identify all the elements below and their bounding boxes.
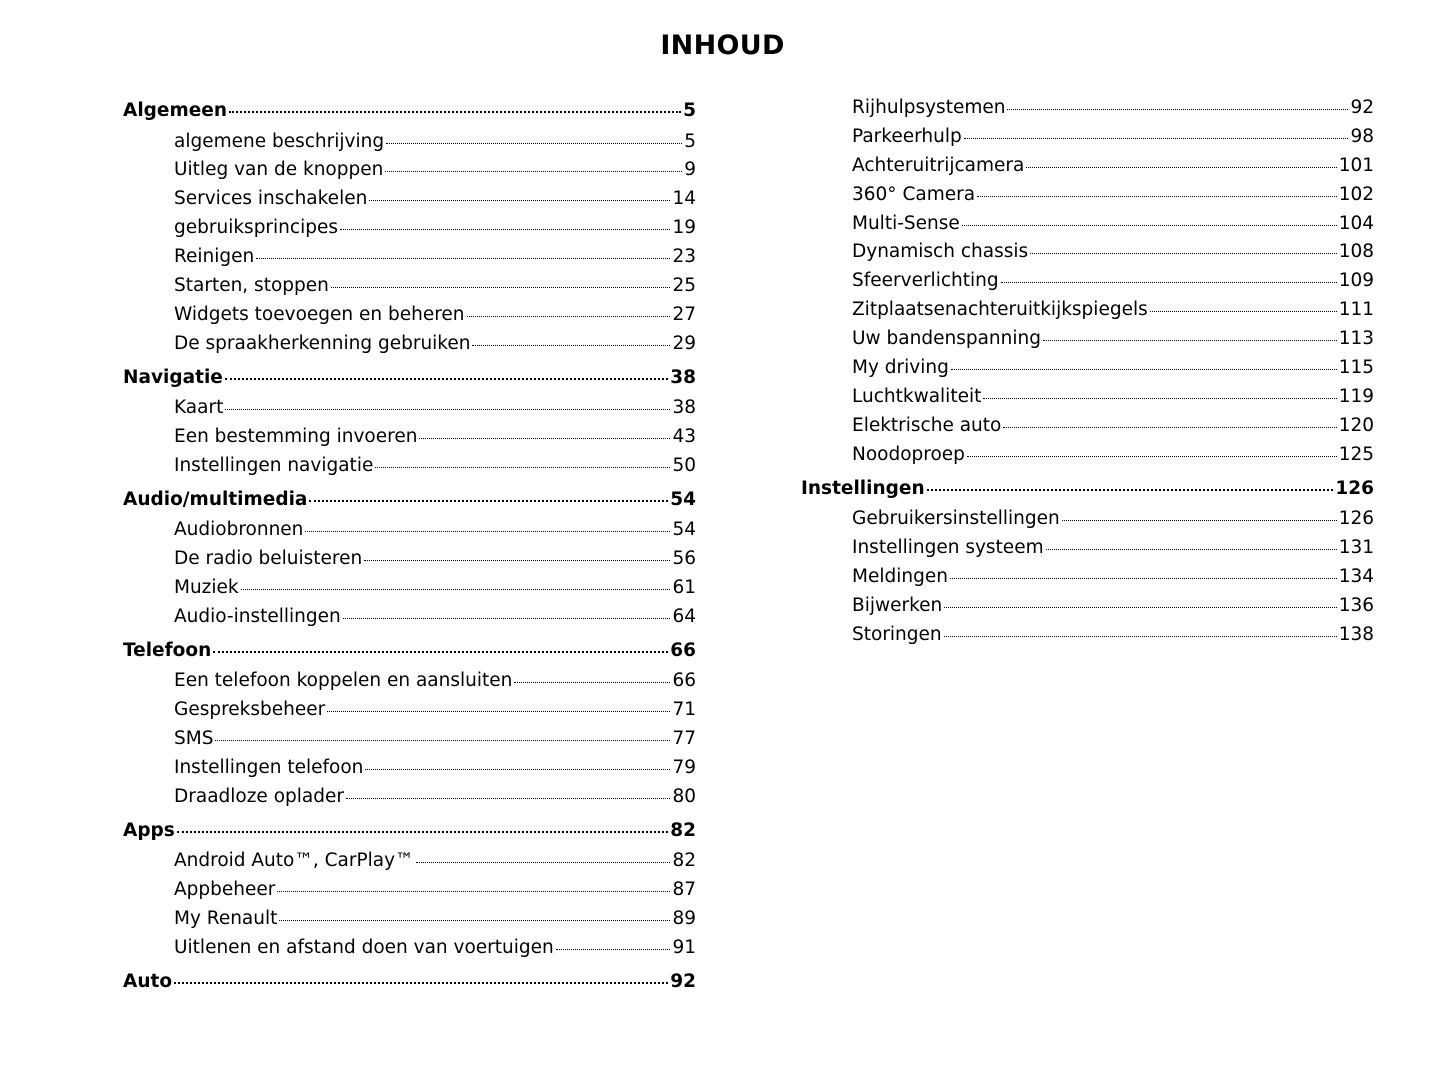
dot-leader bbox=[340, 228, 670, 230]
toc-page-number: 50 bbox=[672, 454, 696, 476]
toc-entry[interactable] bbox=[801, 296, 1374, 325]
toc-page-number: 109 bbox=[1338, 270, 1374, 292]
toc-entry-label: Audiobronnen bbox=[174, 519, 304, 541]
toc-entry[interactable] bbox=[801, 412, 1374, 441]
dot-leader bbox=[1026, 166, 1336, 168]
toc-entry[interactable] bbox=[123, 754, 696, 783]
toc-entry-label: Parkeerhulp bbox=[852, 125, 962, 147]
toc-entry[interactable] bbox=[123, 243, 696, 272]
dot-leader bbox=[419, 437, 670, 439]
toc-entry[interactable] bbox=[801, 210, 1374, 239]
toc-entry-label: Instellingen telefoon bbox=[174, 757, 364, 779]
toc-page-number: 120 bbox=[1338, 414, 1374, 436]
toc-entry[interactable] bbox=[801, 621, 1374, 650]
dot-leader bbox=[225, 408, 670, 410]
toc-page-number: 71 bbox=[672, 699, 696, 721]
toc-section-entry[interactable] bbox=[123, 94, 696, 128]
toc-entry[interactable] bbox=[123, 272, 696, 301]
toc-entry-label: Apps bbox=[123, 819, 175, 841]
toc-entry[interactable] bbox=[801, 94, 1374, 123]
toc-entry[interactable] bbox=[123, 545, 696, 574]
toc-entry-label: Multi-Sense bbox=[852, 212, 960, 234]
dot-leader bbox=[514, 681, 670, 683]
toc-page-number: 14 bbox=[672, 188, 696, 210]
toc-entry[interactable] bbox=[801, 267, 1374, 296]
toc-entry-label: Sfeerverlichting bbox=[852, 270, 999, 292]
toc-page-number: 5 bbox=[683, 100, 696, 121]
toc-entry-label: Draadloze oplader bbox=[174, 785, 344, 807]
toc-section-entry[interactable] bbox=[123, 361, 696, 395]
dot-leader bbox=[385, 170, 682, 172]
toc-entry-label: De radio beluisteren bbox=[174, 548, 363, 570]
dot-leader bbox=[369, 199, 670, 201]
dot-leader bbox=[365, 768, 670, 770]
toc-entry-label: Auto bbox=[123, 970, 173, 992]
toc-page-number: 29 bbox=[672, 332, 696, 354]
dot-leader bbox=[944, 635, 1337, 637]
toc-entry[interactable] bbox=[801, 152, 1374, 181]
toc-left-column bbox=[123, 94, 696, 998]
toc-entry[interactable] bbox=[801, 238, 1374, 267]
toc-page-number: 89 bbox=[672, 908, 696, 930]
dot-leader bbox=[944, 606, 1336, 608]
dot-leader bbox=[1062, 519, 1337, 521]
toc-section-entry[interactable] bbox=[801, 472, 1374, 506]
dot-leader bbox=[1150, 310, 1337, 312]
toc-entry[interactable] bbox=[123, 667, 696, 696]
toc-page-number: 54 bbox=[670, 488, 696, 510]
toc-page-number: 66 bbox=[672, 670, 696, 692]
toc-entry[interactable] bbox=[801, 592, 1374, 621]
toc-entry-label: Algemeen bbox=[123, 100, 227, 121]
toc-entry-label: Meldingen bbox=[852, 565, 948, 587]
toc-entry[interactable] bbox=[123, 423, 696, 452]
toc-entry-label: Reinigen bbox=[174, 246, 255, 268]
toc-page-number: 108 bbox=[1338, 241, 1374, 263]
dot-leader bbox=[225, 377, 668, 380]
toc-entry[interactable] bbox=[123, 301, 696, 330]
toc-entry-label: 360° Camera bbox=[852, 183, 976, 205]
toc-entry[interactable] bbox=[123, 934, 696, 963]
toc-entry-label: Widgets toevoegen en beheren bbox=[174, 303, 465, 325]
toc-entry-label: Dynamisch chassis bbox=[852, 241, 1029, 263]
toc-page-number: 125 bbox=[1338, 443, 1374, 465]
toc-entry-label: Een bestemming invoeren bbox=[174, 426, 418, 448]
toc-page-number: 82 bbox=[672, 850, 696, 872]
toc-entry-label: Een telefoon koppelen en aansluiten bbox=[174, 670, 513, 692]
toc-page-number: 23 bbox=[672, 246, 696, 268]
dot-leader bbox=[964, 137, 1349, 139]
toc-entry-label: Telefoon bbox=[123, 639, 212, 661]
toc-entry-label: Uw bandenspanning bbox=[852, 328, 1041, 350]
toc-page-number: 9 bbox=[684, 159, 696, 181]
toc-entry-label: De spraakherkenning gebruiken bbox=[174, 332, 471, 354]
dot-leader bbox=[277, 890, 670, 892]
dot-leader bbox=[279, 919, 670, 921]
toc-entry-label: gebruiksprincipes bbox=[174, 217, 338, 239]
toc-page-number: 77 bbox=[672, 728, 696, 750]
toc-page-number: 54 bbox=[672, 519, 696, 541]
dot-leader bbox=[1043, 339, 1337, 341]
toc-entry-label: Services inschakelen bbox=[174, 188, 368, 210]
toc-entry-label: Android Auto™, CarPlay™ bbox=[174, 850, 414, 872]
toc-page-number: 79 bbox=[672, 757, 696, 779]
toc-entry-label: Muziek bbox=[174, 577, 239, 599]
dot-leader bbox=[983, 397, 1336, 399]
dot-leader bbox=[375, 466, 670, 468]
toc-page-number: 101 bbox=[1338, 154, 1374, 176]
toc-page-number: 5 bbox=[684, 130, 696, 152]
toc-entry[interactable] bbox=[123, 156, 696, 185]
toc-page-number: 119 bbox=[1338, 385, 1374, 407]
toc-page-number: 115 bbox=[1338, 357, 1374, 379]
toc-section-entry[interactable] bbox=[123, 634, 696, 668]
dot-leader bbox=[215, 739, 670, 741]
toc-section-entry[interactable] bbox=[123, 965, 696, 999]
toc-entry[interactable] bbox=[123, 214, 696, 243]
toc-entry[interactable] bbox=[123, 603, 696, 632]
toc-entry-label: Instellingen navigatie bbox=[174, 454, 374, 476]
toc-entry[interactable] bbox=[123, 185, 696, 214]
toc-entry[interactable] bbox=[801, 534, 1374, 563]
toc-page-number: 126 bbox=[1335, 477, 1374, 499]
toc-page-number: 134 bbox=[1338, 565, 1374, 587]
toc-entry[interactable] bbox=[801, 181, 1374, 210]
toc-page-number: 138 bbox=[1338, 623, 1374, 645]
toc-entry-label: Gebruikersinstellingen bbox=[852, 508, 1060, 530]
dot-leader bbox=[229, 110, 681, 113]
toc-page-number: 66 bbox=[670, 639, 696, 661]
toc-entry[interactable] bbox=[123, 696, 696, 725]
toc-entry-label: algemene beschrijving bbox=[174, 130, 385, 152]
dot-leader bbox=[951, 368, 1337, 370]
dot-leader bbox=[967, 455, 1337, 457]
toc-entry-label: Luchtkwaliteit bbox=[852, 385, 982, 407]
toc-entry-label: My Renault bbox=[174, 908, 278, 930]
toc-page-number: 98 bbox=[1350, 125, 1374, 147]
toc-section-entry[interactable] bbox=[123, 483, 696, 517]
toc-entry-label: Elektrische auto bbox=[852, 414, 1002, 436]
toc-page-number: 91 bbox=[672, 936, 696, 958]
dot-leader bbox=[327, 710, 670, 712]
toc-entry[interactable] bbox=[801, 563, 1374, 592]
dot-leader bbox=[309, 499, 668, 502]
toc-page-number: 25 bbox=[672, 274, 696, 296]
toc-page-number: 61 bbox=[672, 577, 696, 599]
dot-leader bbox=[343, 617, 671, 619]
toc-entry[interactable] bbox=[123, 905, 696, 934]
toc-page-number: 38 bbox=[670, 366, 696, 388]
dot-leader bbox=[1030, 252, 1337, 254]
toc-entry-label: Achteruitrijcamera bbox=[852, 154, 1025, 176]
dot-leader bbox=[1001, 281, 1337, 283]
toc-page-number: 19 bbox=[672, 217, 696, 239]
toc-page-number: 131 bbox=[1338, 536, 1374, 558]
toc-entry-label: Audio/multimedia bbox=[123, 488, 308, 510]
dot-leader bbox=[241, 588, 671, 590]
toc-entry[interactable] bbox=[801, 383, 1374, 412]
dot-leader bbox=[556, 948, 671, 950]
dot-leader bbox=[927, 488, 1334, 491]
toc-page-number: 113 bbox=[1338, 328, 1374, 350]
dot-leader bbox=[305, 530, 670, 532]
toc-entry-label: Uitlenen en afstand doen van voertuigen bbox=[174, 936, 554, 958]
toc-entry[interactable] bbox=[801, 325, 1374, 354]
toc-page-number: 92 bbox=[1350, 97, 1374, 118]
toc-page-number: 27 bbox=[672, 303, 696, 325]
toc-entry-label: Instellingen bbox=[801, 477, 925, 499]
toc-entry-label: Bijwerken bbox=[852, 594, 943, 616]
dot-leader bbox=[331, 286, 671, 288]
toc-entry-label: Instellingen systeem bbox=[852, 536, 1044, 558]
toc-entry-label: SMS bbox=[174, 728, 214, 750]
page-title: INHOUD bbox=[660, 30, 785, 61]
dot-leader bbox=[950, 577, 1337, 579]
toc-entry[interactable] bbox=[123, 394, 696, 423]
dot-leader bbox=[1007, 108, 1348, 110]
dot-leader bbox=[1046, 548, 1337, 550]
dot-leader bbox=[346, 797, 670, 799]
toc-entry[interactable] bbox=[801, 441, 1374, 470]
toc-page-number: 87 bbox=[672, 879, 696, 901]
toc-right-column bbox=[801, 94, 1374, 650]
toc-page-number: 82 bbox=[670, 819, 696, 841]
dot-leader bbox=[467, 315, 671, 317]
toc-page-number: 56 bbox=[672, 548, 696, 570]
toc-page-number: 126 bbox=[1338, 508, 1374, 530]
toc-section-entry[interactable] bbox=[123, 814, 696, 848]
toc-entry-label: Starten, stoppen bbox=[174, 274, 329, 296]
toc-entry[interactable] bbox=[801, 505, 1374, 534]
dot-leader bbox=[1003, 426, 1336, 428]
dot-leader bbox=[416, 861, 671, 863]
toc-entry[interactable] bbox=[801, 354, 1374, 383]
toc-page-number: 80 bbox=[672, 785, 696, 807]
toc-entry-label: Noodoproep bbox=[852, 443, 965, 465]
toc-entry-label: My driving bbox=[852, 357, 949, 379]
toc-entry-label: Navigatie bbox=[123, 366, 223, 388]
toc-entry-label: Storingen bbox=[852, 623, 942, 645]
toc-page-number: 136 bbox=[1338, 594, 1374, 616]
toc-entry[interactable] bbox=[123, 847, 696, 876]
toc-entry-label: Kaart bbox=[174, 397, 224, 419]
toc-entry-label: Zitplaatsenachteruitkijkspiegels bbox=[852, 299, 1148, 321]
dot-leader bbox=[177, 830, 668, 833]
dot-leader bbox=[386, 142, 682, 144]
dot-leader bbox=[962, 224, 1337, 226]
dot-leader bbox=[256, 257, 670, 259]
toc-page-number: 92 bbox=[670, 970, 696, 992]
toc-page-number: 111 bbox=[1338, 299, 1374, 321]
toc-entry[interactable] bbox=[123, 516, 696, 545]
toc-page-number: 43 bbox=[672, 426, 696, 448]
toc-entry[interactable] bbox=[123, 725, 696, 754]
toc-page-number: 104 bbox=[1338, 212, 1374, 234]
toc-page-number: 38 bbox=[672, 397, 696, 419]
toc-entry-label: Gespreksbeheer bbox=[174, 699, 326, 721]
toc-entry[interactable] bbox=[123, 783, 696, 812]
toc-entry[interactable] bbox=[123, 574, 696, 603]
toc-entry-label: Rijhulpsystemen bbox=[852, 97, 1006, 118]
toc-entry-label: Uitleg van de knoppen bbox=[174, 159, 384, 181]
toc-entry-label: Appbeheer bbox=[174, 879, 276, 901]
toc-entry[interactable] bbox=[123, 330, 696, 359]
toc-entry[interactable] bbox=[123, 876, 696, 905]
toc-entry[interactable] bbox=[123, 128, 696, 157]
dot-leader bbox=[364, 559, 670, 561]
toc-page-number: 102 bbox=[1338, 183, 1374, 205]
toc-page-number: 64 bbox=[672, 605, 696, 627]
toc-entry[interactable] bbox=[801, 123, 1374, 152]
dot-leader bbox=[472, 344, 670, 346]
toc-entry[interactable] bbox=[123, 452, 696, 481]
toc-entry-label: Audio-instellingen bbox=[174, 605, 341, 627]
dot-leader bbox=[977, 195, 1337, 197]
dot-leader bbox=[213, 650, 668, 653]
dot-leader bbox=[174, 981, 668, 984]
